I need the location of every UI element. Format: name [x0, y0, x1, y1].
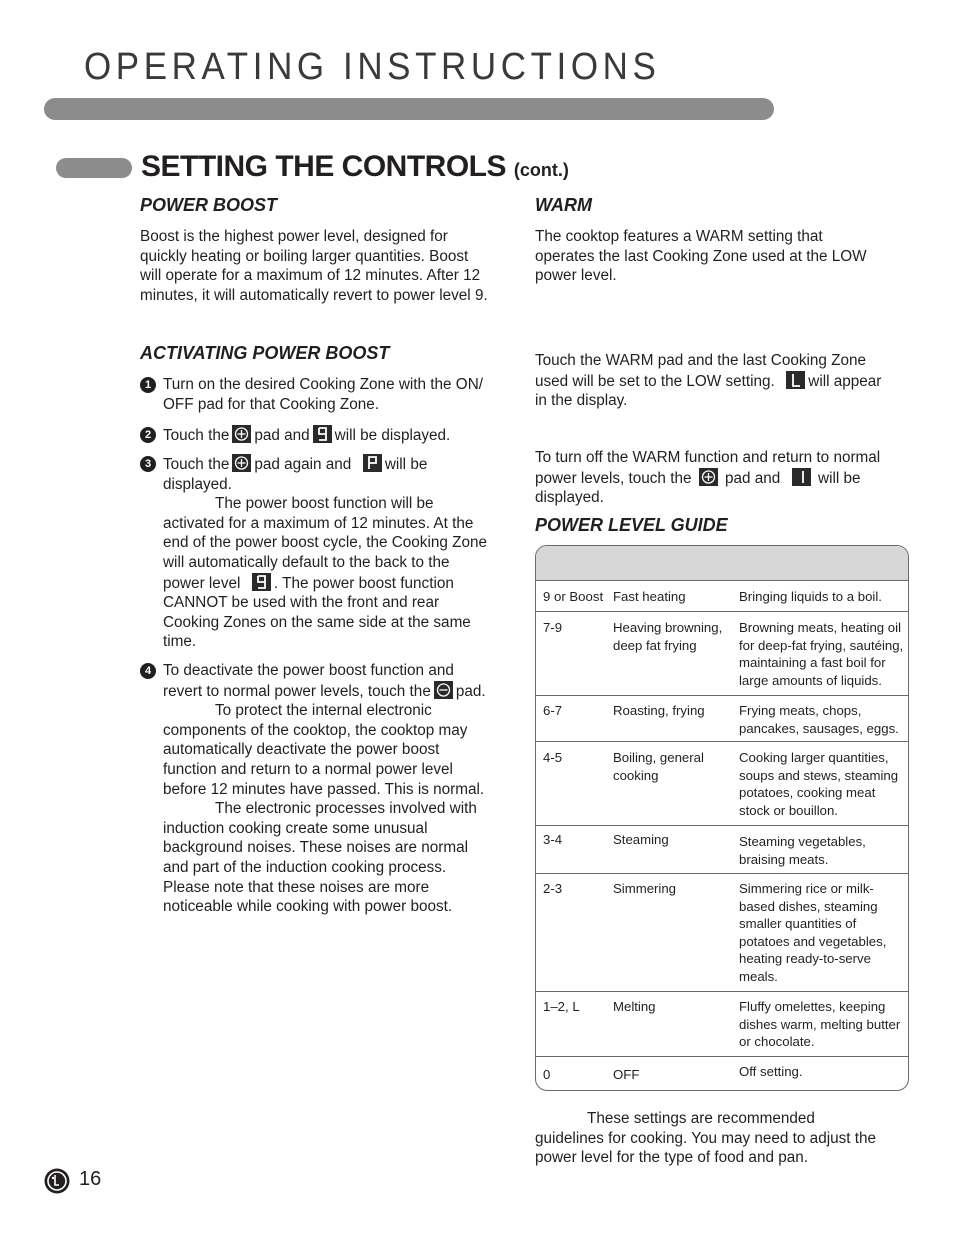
step-body: [163, 425, 513, 446]
table-row: [536, 611, 908, 695]
warm-paragraph: [535, 227, 915, 286]
table-row: [536, 991, 908, 1056]
text-line: [163, 799, 513, 819]
warm-heading: WARM: [535, 195, 592, 215]
step-number: 2: [140, 427, 156, 443]
text-line: [535, 371, 915, 392]
tip-cell: Fluffy omelettes, keeping dishes warm, melting butter or chocolate.: [739, 999, 901, 1049]
tip-cell: Steaming vegetables, braising meats.: [739, 834, 866, 867]
note-text: The electronic processes involved with: [215, 800, 477, 818]
header-bar: [44, 98, 774, 120]
text-line: power level for the type of food and pan.: [535, 1149, 808, 1167]
power-boost-paragraph: [140, 227, 520, 305]
text: revert to normal power levels, touch the: [163, 682, 431, 700]
power-level-guide-heading: POWER LEVEL GUIDE: [535, 515, 728, 535]
low-l-display-icon: [786, 371, 805, 389]
plus-pad-icon: [232, 454, 251, 472]
plus-pad-icon: [232, 425, 251, 443]
text-line: Turn on the desired Cooking Zone with the ON/: [163, 376, 483, 393]
use-cell: Fast heating: [613, 589, 686, 604]
level-cell: 3-4: [543, 832, 563, 847]
text-line: Boost is the highest power level, designed for: [140, 228, 448, 245]
digit-9-display-icon: [313, 425, 332, 443]
tip-cell: Off setting.: [739, 1064, 803, 1079]
use-cell: Melting: [613, 999, 656, 1014]
text-line: before 12 minutes have passed. This is normal.: [163, 780, 485, 798]
use-cell: Steaming: [613, 832, 669, 847]
text-line: quickly heating or boiling larger quantities. Boost: [140, 247, 469, 265]
use-cell: OFF: [613, 1067, 640, 1082]
lg-logo-icon: [44, 1168, 70, 1194]
text-line: noticeable while cooking with power boost.: [163, 898, 453, 916]
text: will appear: [808, 372, 882, 390]
text: used will be set to the LOW setting.: [535, 372, 775, 390]
level-cell: 9 or Boost: [543, 589, 604, 604]
text: pad.: [455, 682, 486, 700]
text-line: displayed.: [163, 475, 232, 493]
text-line: background noises. These noises are normal: [163, 839, 468, 857]
text: pad again and: [254, 456, 352, 473]
text-line: [163, 454, 513, 475]
caution-text: To protect the internal electronic: [215, 702, 432, 720]
text-line: [163, 573, 513, 594]
section-title: [141, 150, 569, 184]
table-header: [536, 546, 908, 581]
text-line: displayed.: [535, 489, 604, 507]
text-line: guidelines for cooking. You may need to adjust the: [535, 1129, 877, 1147]
warm-touch-paragraph: [535, 351, 915, 411]
tip-cell: Browning meats, heating oil for deep-fat frying, sautéing, maintaining a fast boil for large amounts of liquids.: [739, 620, 904, 688]
use-cell: Roasting, frying: [613, 703, 705, 718]
text-line: Touch the WARM pad and the last Cooking Zone: [535, 352, 867, 369]
step-body: [163, 661, 513, 917]
text-line: time.: [163, 633, 197, 651]
use-cell: Boiling, general cooking: [613, 750, 704, 783]
level-cell: 7-9: [543, 620, 563, 635]
table-row: [536, 741, 908, 825]
boost-p-display-icon: [363, 454, 382, 472]
text-line: in the display.: [535, 392, 628, 410]
text: pad and: [724, 469, 781, 487]
step-body: [163, 454, 513, 652]
level-cell: 1–2, L: [543, 999, 580, 1014]
text: will be displayed.: [334, 427, 451, 444]
tip-cell: Cooking larger quantities, soups and stews, steaming potatoes, cooking meat stock or bouillon.: [739, 750, 899, 818]
tip-cell: Simmering rice or milk-based dishes, steaming smaller quantities of potatoes and vegetables, heating ready-to-serve meals.: [739, 881, 887, 984]
table-row: [536, 873, 908, 991]
page-header-title: OPERATING INSTRUCTIONS: [84, 46, 661, 88]
minus-pad-icon: [434, 681, 453, 699]
activating-heading: ACTIVATING POWER BOOST: [140, 343, 390, 363]
text-line: [535, 1109, 925, 1129]
text-line: CANNOT be used with the front and rear: [163, 594, 440, 612]
tip-cell: Frying meats, chops, pancakes, sausages, eggs.: [739, 703, 899, 736]
note-text: These settings are recommended: [587, 1110, 815, 1127]
text-line: induction cooking create some unusual: [163, 819, 428, 837]
text-line: [163, 701, 513, 721]
digit-9-display-icon: [252, 573, 271, 591]
text-line: minutes, it will automatically revert to power level 9.: [140, 286, 488, 304]
note-text: The power boost function will be: [215, 495, 434, 513]
plus-pad-icon: [699, 468, 718, 486]
tip-cell: Bringing liquids to a boil.: [739, 589, 882, 604]
text-line: will automatically default to the back to the: [163, 553, 450, 571]
text: will be: [818, 469, 861, 487]
text-line: components of the cooktop, the cooktop may: [163, 721, 468, 739]
step-body: [163, 375, 513, 414]
text: pad and: [254, 427, 310, 444]
text-line: Please note that these noises are more: [163, 878, 430, 896]
table-row: [536, 1056, 908, 1091]
step-number: 4: [140, 663, 156, 679]
use-cell: Heaving browning, deep fat frying: [613, 620, 723, 653]
text-line: [163, 681, 513, 702]
text-line: activated for a maximum of 12 minutes. At the: [163, 514, 474, 532]
text-line: end of the power boost cycle, the Cooking Zone: [163, 534, 487, 552]
text-line: power level.: [535, 267, 617, 285]
text-line: automatically deactivate the power boost: [163, 741, 440, 759]
text: . The power boost function: [273, 574, 454, 592]
text: Touch the: [163, 456, 230, 473]
text-line: and part of the induction cooking process.: [163, 858, 447, 876]
text-line: To turn off the WARM function and return to normal: [535, 449, 881, 466]
text: power levels, touch the: [535, 469, 692, 487]
text: will be: [384, 456, 428, 473]
section-title-cont: (cont.): [513, 160, 569, 180]
level-cell: 6-7: [543, 703, 563, 718]
digit-1-display-icon: [792, 468, 811, 486]
use-cell: Simmering: [613, 881, 677, 896]
text-line: function and return to a normal power level: [163, 760, 453, 778]
text-line: OFF pad for that Cooking Zone.: [163, 395, 379, 413]
warm-off-paragraph: [535, 448, 915, 508]
text-line: operates the last Cooking Zone used at the LOW: [535, 247, 867, 265]
power-boost-heading: POWER BOOST: [140, 195, 278, 215]
text-line: [163, 494, 513, 514]
level-cell: 2-3: [543, 881, 563, 896]
text-line: The cooktop features a WARM setting that: [535, 228, 823, 245]
text-line: will operate for a maximum of 12 minutes. After 12: [140, 267, 481, 285]
guide-note-paragraph: [535, 1109, 925, 1168]
text: power level: [163, 574, 241, 592]
section-pill: [56, 158, 132, 178]
step-number: 3: [140, 456, 156, 472]
table-row: [536, 580, 908, 611]
table-row: [536, 695, 908, 742]
text-line: Cooking Zones on the same side at the same: [163, 613, 471, 631]
power-level-table: [535, 545, 909, 1091]
text-line: [535, 468, 915, 489]
level-cell: 4-5: [543, 750, 563, 765]
page-number: 16: [79, 1168, 102, 1190]
text-line: To deactivate the power boost function and: [163, 662, 454, 679]
text: Touch the: [163, 427, 230, 444]
step-number: 1: [140, 377, 156, 393]
level-cell: 0: [543, 1067, 551, 1082]
table-row: [536, 825, 908, 873]
section-title-text: SETTING THE CONTROLS: [141, 150, 506, 183]
